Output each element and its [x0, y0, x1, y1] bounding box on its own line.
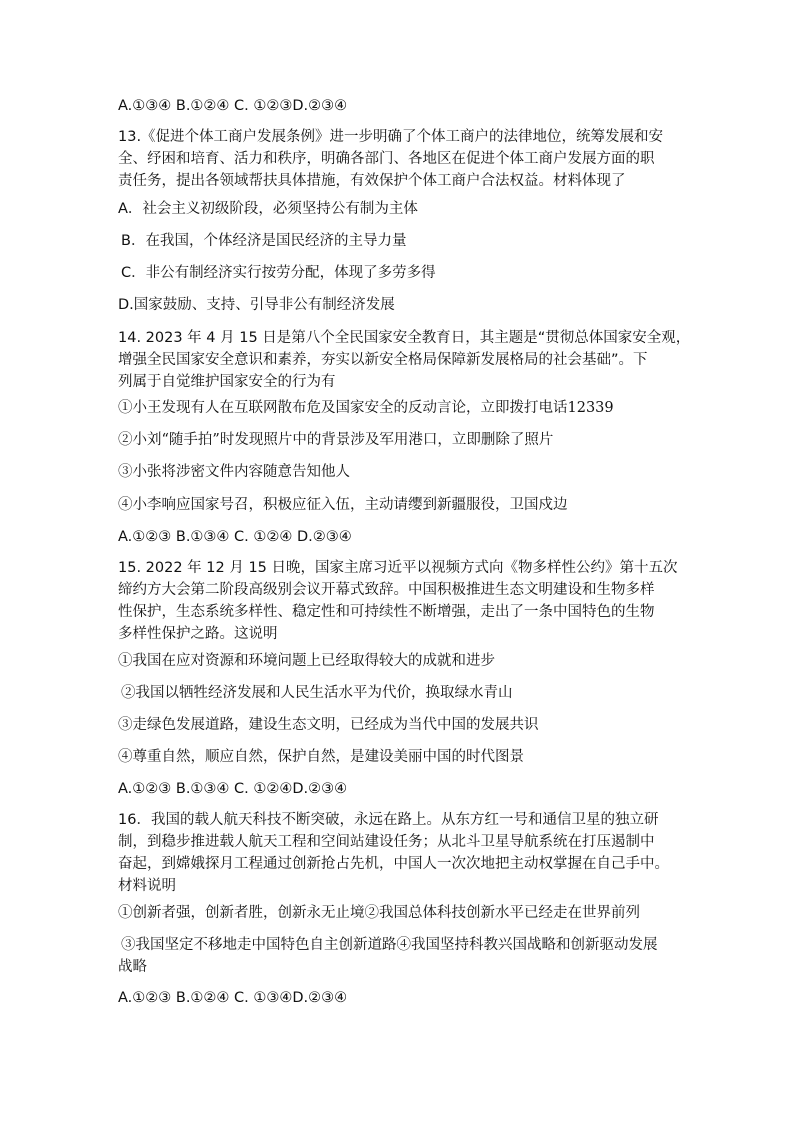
q13-stem-line: 13.《促进个体工商户发展条例》进一步明确了个体工商户的法律地位，统筹发展和安: [118, 129, 664, 145]
q14-answer-choices: A.①②③ B.①③④ C. ①②④ D.②③④: [118, 529, 352, 545]
q16-items-line-1: ①创新者强，创新者胜，创新永无止境②我国总体科技创新水平已经走在世界前列: [118, 905, 640, 921]
q16-stem: [118, 809, 698, 897]
q14-item-4: ④小李响应国家号召，积极应征入伍，主动请缨到新疆服役，卫国戍边: [118, 497, 568, 513]
q14-stem-line: 14. 2023 年 4 月 15 日是第八个全民国家安全教育日，其主题是“贯彻总体国家安全观，: [118, 330, 691, 346]
q16-stem-line: 奋起，到嫦娥探月工程通过创新抢占先机，中国人一次次地把主动权掌握在自己手中。: [118, 856, 669, 872]
q15-item-2: ②我国以牺牲经济发展和人民生活水平为代价，换取绿水青山: [121, 685, 513, 701]
q16-answer-choices: A.①②③ B.①②④ C. ①③④D.②③④: [118, 990, 348, 1006]
q15-stem-line: 15. 2022 年 12 月 15 日晚，国家主席习近平以视频方式向《物多样性公约》第十五次: [118, 560, 678, 576]
q15-item-1: ①我国在应对资源和环境问题上已经取得较大的成就和进步: [118, 653, 495, 669]
q16-items-line-2-cont: 战略: [118, 959, 147, 975]
q15-stem-line: 性保护，生态系统多样性、稳定性和可持续性不断增强，走出了一条中国特色的生物: [118, 604, 655, 620]
q15-stem-line: 多样性保护之路。这说明: [118, 626, 278, 642]
q15-item-3: ③走绿色发展道路，建设生态文明，已经成为当代中国的发展共识: [118, 717, 539, 733]
q13-stem-line: 责任务，提出各领域帮扶具体措施，有效保护个体工商户合法权益。材料体现了: [118, 173, 626, 189]
q13-option-a: A．社会主义初级阶段，必须坚持公有制为主体: [118, 201, 418, 217]
q14-stem: [118, 327, 698, 393]
q13-option-d: D.国家鼓励、支持、引导非公有制经济发展: [118, 297, 395, 313]
q12-answer-choices: A.①③④ B.①②④ C. ①②③D.②③④: [118, 98, 348, 114]
q13-stem-line: 全、纾困和培育、活力和秩序，明确各部门、各地区在促进个体工商户发展方面的职: [118, 151, 655, 167]
q16-items-line-2: ③我国坚定不移地走中国特色自主创新道路④我国坚持科教兴国战略和创新驱动发展: [121, 937, 658, 953]
q14-stem-line: 列属于自觉维护国家安全的行为有: [118, 374, 336, 390]
q16-stem-line: 16．我国的载人航天科技不断突破，永远在路上。从东方红一号和通信卫星的独立研: [118, 812, 659, 828]
q14-stem-line: 增强全民国家安全意识和素养，夯实以新安全格局保障新发展格局的社会基础”。下: [118, 352, 648, 368]
q16-stem-line: 制，到稳步推进载人航天工程和空间站建设任务；从北斗卫星导航系统在打压遏制中: [118, 834, 655, 850]
q14-item-3: ③小张将涉密文件内容随意告知他人: [118, 464, 350, 480]
q13-option-b: B．在我国，个体经济是国民经济的主导力量: [121, 233, 407, 249]
q15-item-4: ④尊重自然，顺应自然，保护自然，是建设美丽中国的时代图景: [118, 749, 524, 765]
q15-stem-line: 缔约方大会第二阶段高级别会议开幕式致辞。中国积极推进生态文明建设和生物多样: [118, 582, 655, 598]
q16-stem-line: 材料说明: [118, 878, 176, 894]
q14-item-1: ①小王发现有人在互联网散布危及国家安全的反动言论，立即拨打电话12339: [118, 400, 614, 416]
q15-answer-choices: A.①②③ B.①③④ C. ①②④D.②③④: [118, 781, 348, 797]
q13-stem: [118, 126, 698, 192]
q14-item-2: ②小刘“随手拍”时发现照片中的背景涉及军用港口，立即删除了照片: [118, 432, 554, 448]
q13-option-c: C．非公有制经济实行按劳分配，体现了多劳多得: [121, 265, 436, 281]
q15-stem: [118, 557, 698, 645]
